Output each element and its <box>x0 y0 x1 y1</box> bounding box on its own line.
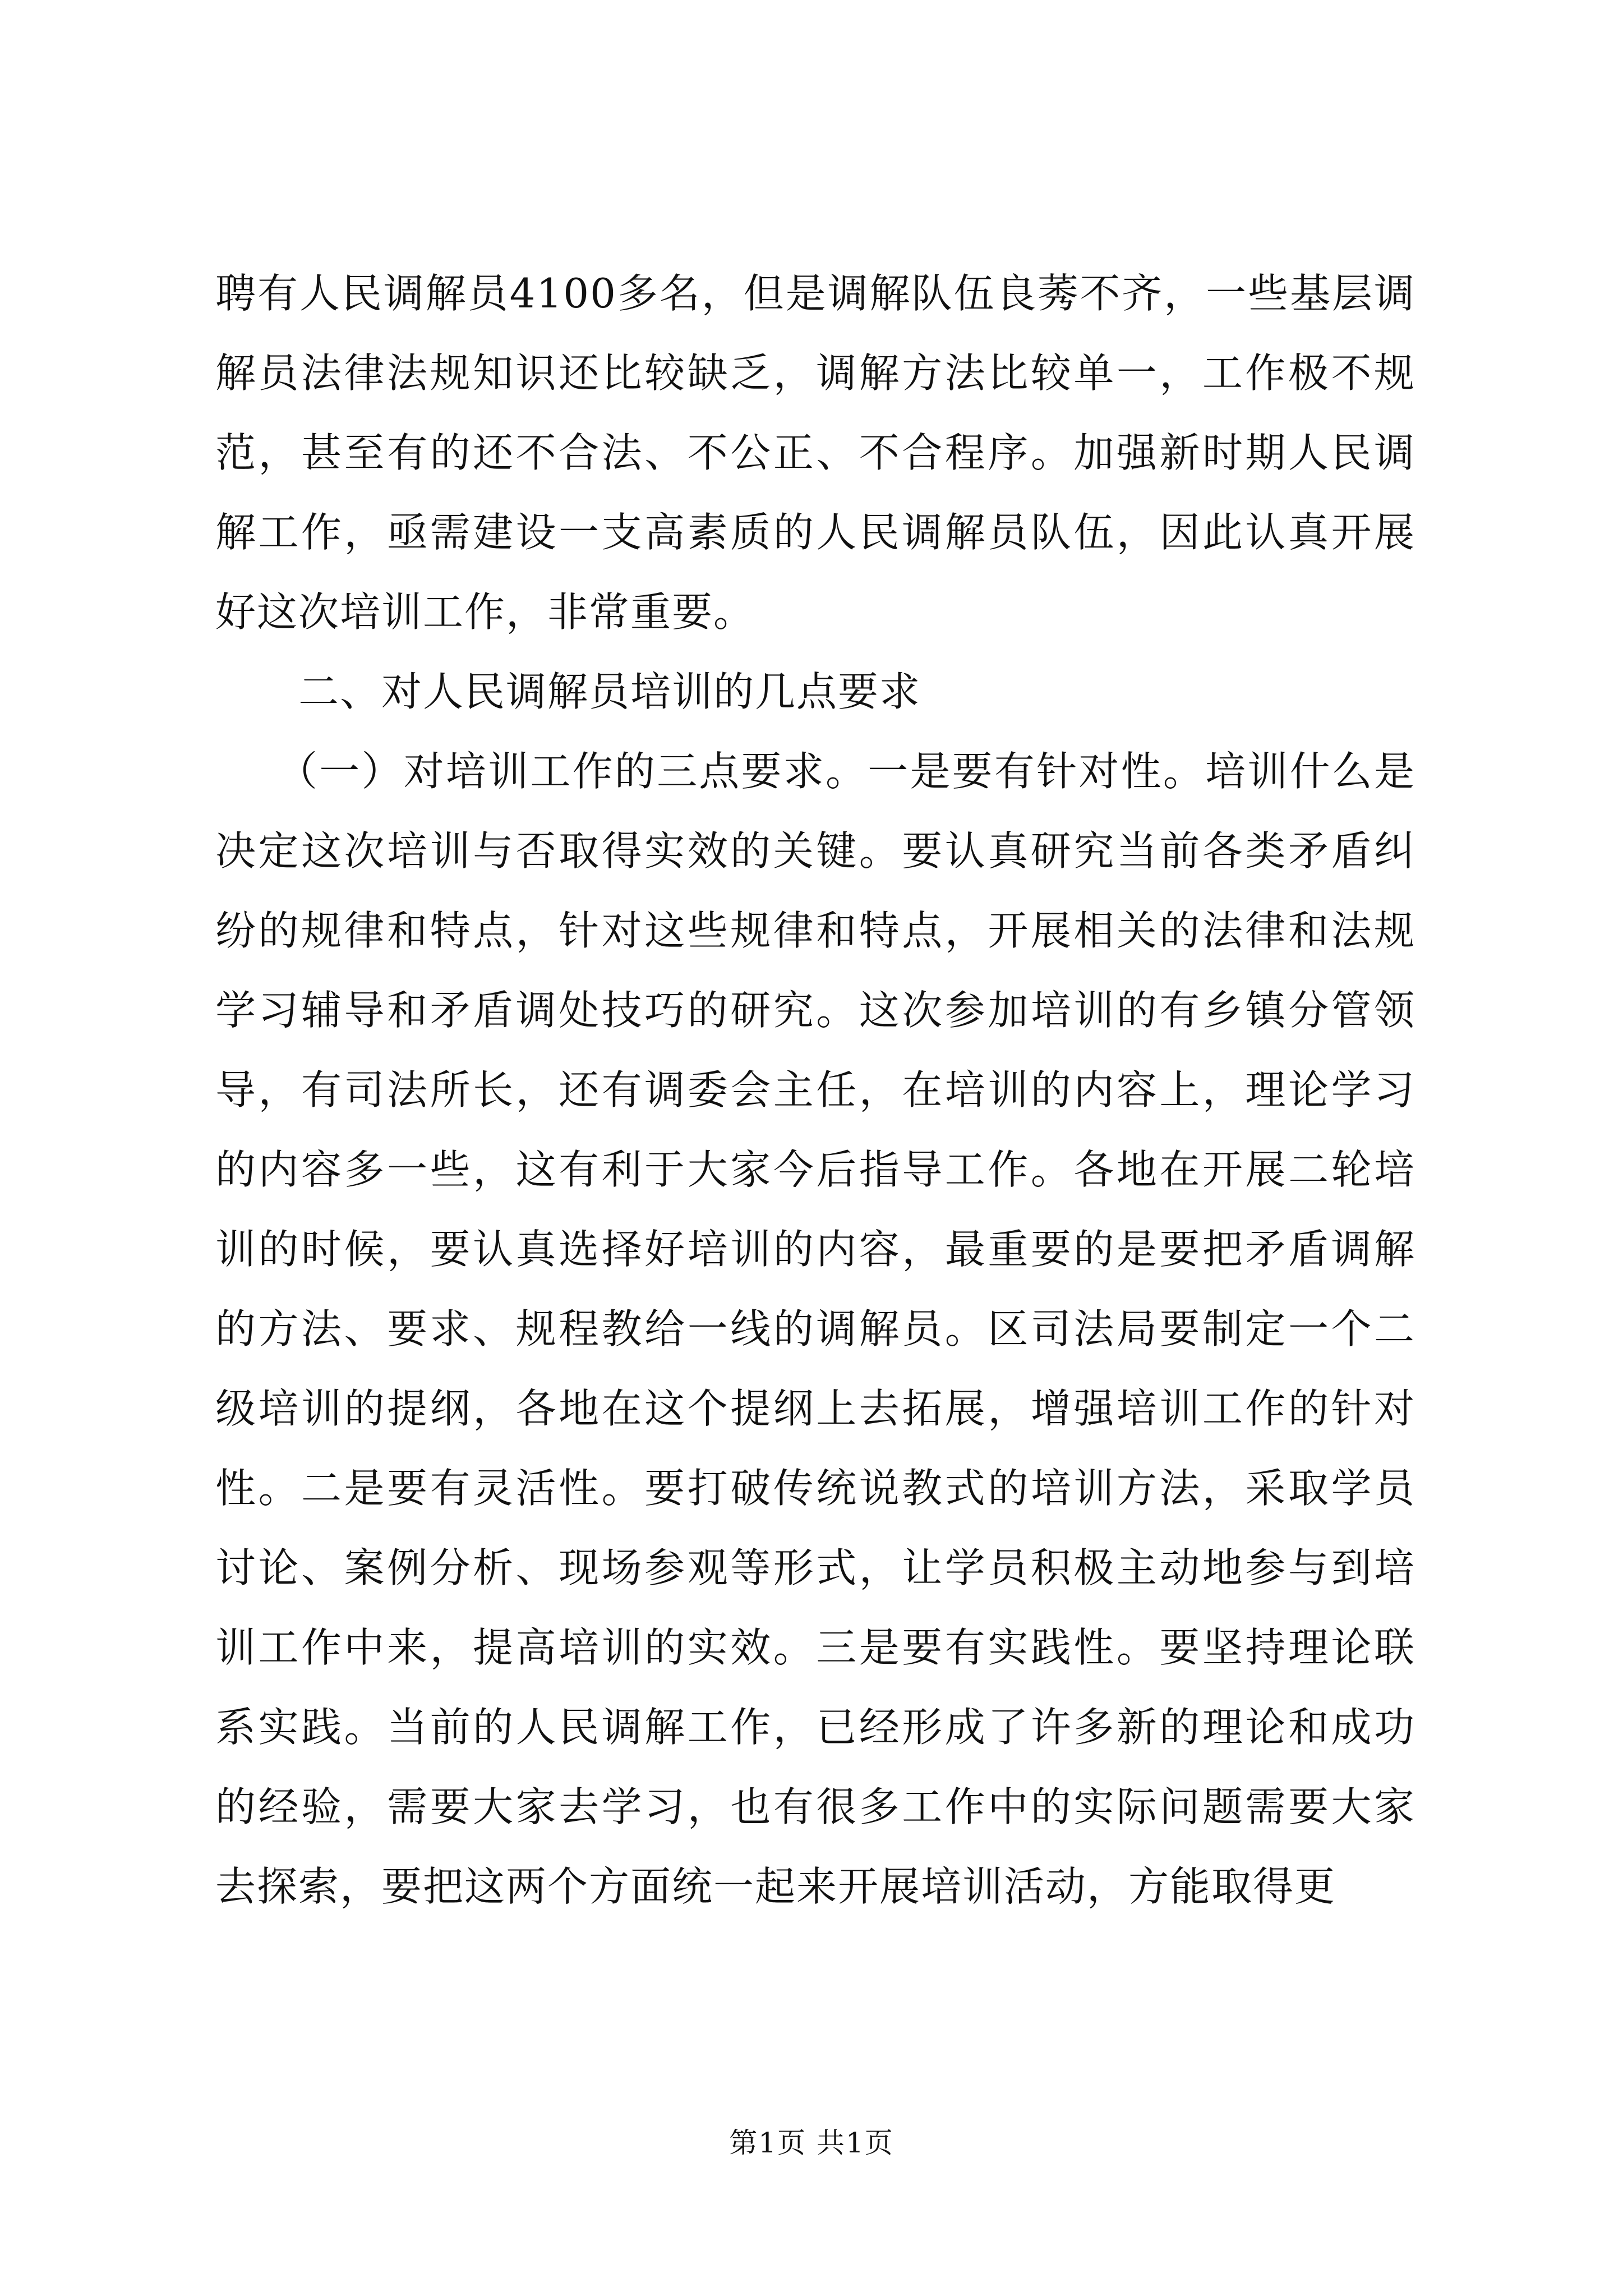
paragraph-continued: 聘有人民调解员4100多名，但是调解队伍良莠不齐，一些基层调解员法律法规知识还比较缺乏，调解方法比较单一，工作极不规范，甚至有的还不合法、不公正、不合程序。加强新时期人民调解工作，亟需建设一支高素质的人民调解员队伍，因此认真开展好这次培训工作，非常重要。 <box>215 270 1415 636</box>
section-heading: 二、对人民调解员培训的几点要求 <box>298 668 921 715</box>
page-footer: 第1页 共1页 <box>729 2127 894 2159</box>
document-body <box>215 254 1415 1926</box>
paragraph-requirements: （一）对培训工作的三点要求。一是要有针对性。培训什么是决定这次培训与否取得实效的关键。要认真研究当前各类矛盾纠纷的规律和特点，针对这些规律和特点，开展相关的法律和法规学习辅导和矛盾调处技巧的研究。这次参加培训的有乡镇分管领导，有司法所长，还有调委会主任，在培训的内容上，理论学习的内容多一些，这有利于大家今后指导工作。各地在开展二轮培训的时候，要认真选择好培训的内容，最重要的是要把矛盾调解的方法、要求、规程教给一线的调解员。区司法局要制定一个二级培训的提纲，各地在这个提纲上去拓展，增强培训工作的针对性。二是要有灵活性。要打破传统说教式的培训方法，采取学员讨论、案例分析、现场参观等形式，让学员积极主动地参与到培训工作中来，提高培训的实效。三是要有实践性。要坚持理论联系实践。当前的人民调解工作，已经形成了许多新的理论和成功的经验，需要大家去学习，也有很多工作中的实际问题需要大家去探索，要把这两个方面统一起来开展培训活动，方能取得更 <box>215 748 1415 1910</box>
